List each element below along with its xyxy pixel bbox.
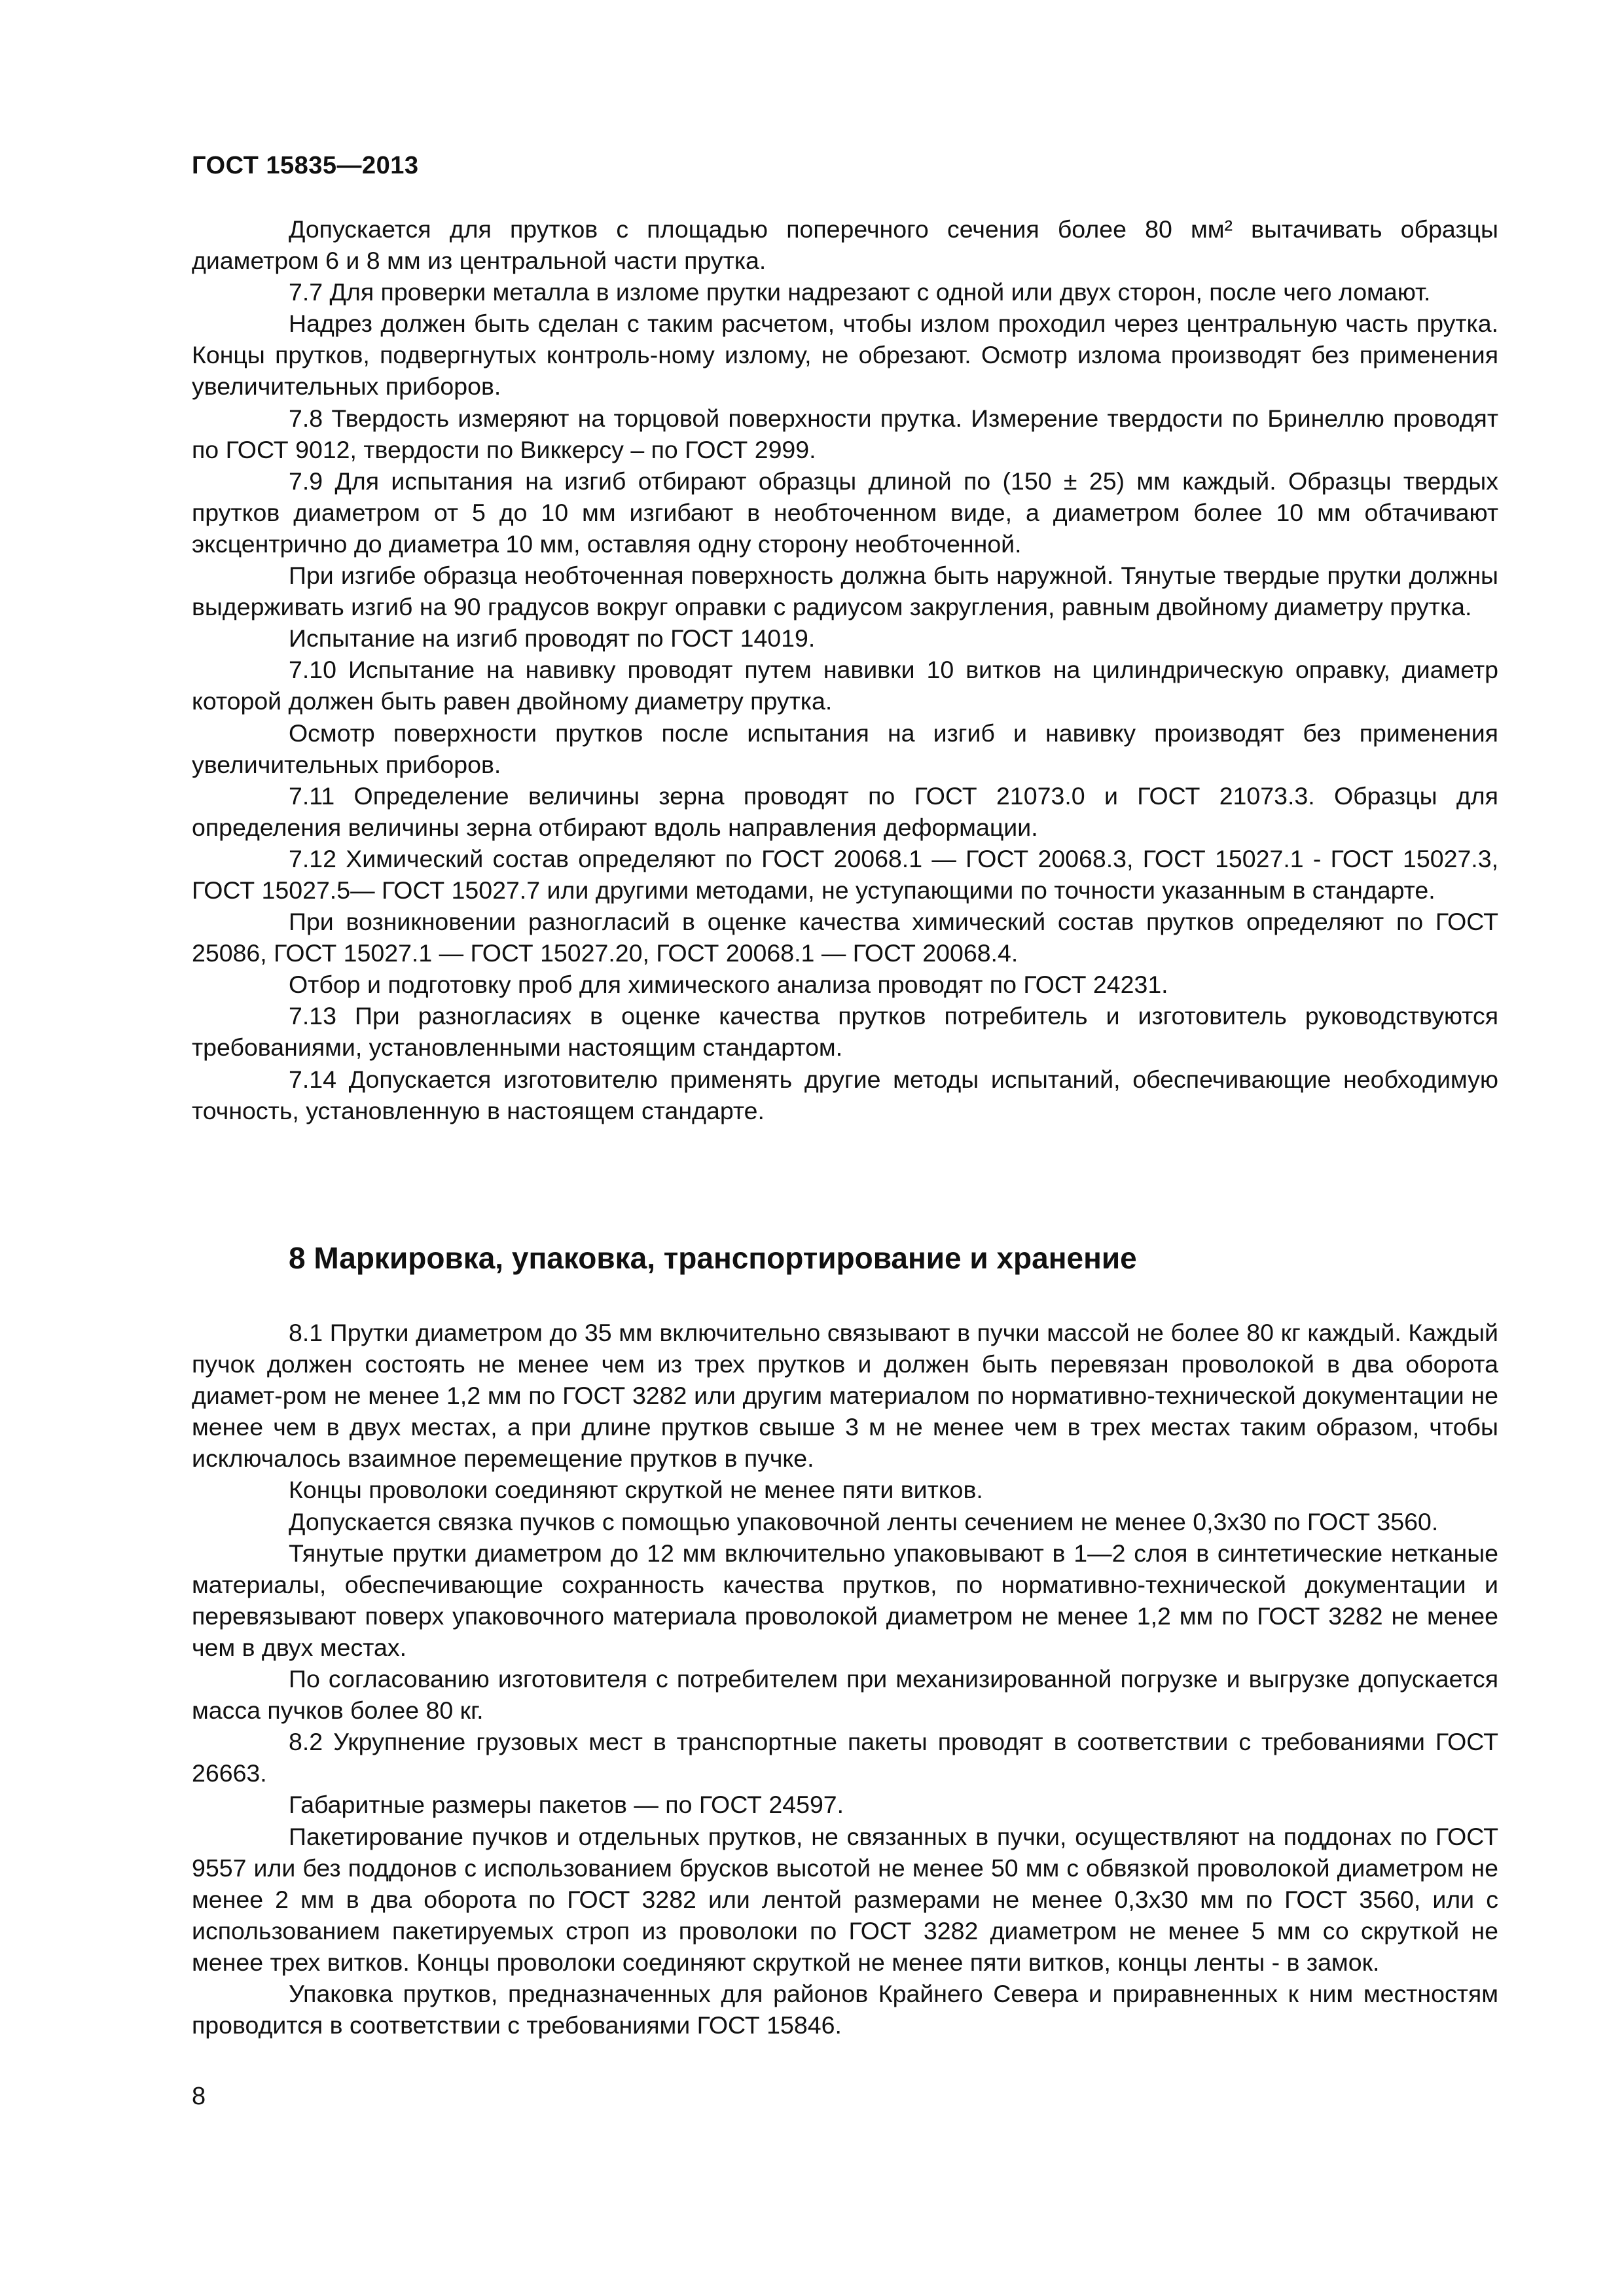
paragraph: Упаковка прутков, предназначенных для районов Крайнего Севера и приравненных к ним местностям проводится в соответствии с требованиями ГОСТ 15846. bbox=[192, 1979, 1498, 2039]
paragraph: Тянутые прутки диаметром до 12 мм включительно упаковывают в 1—2 слоя в синтетические нетканые материалы, обеспечивающие сохранность качества прутков, по нормативно-технической документации и перевязывают поверх упаковочного материала проволокой диаметром не менее 1,2 мм по ГОСТ 3282 не менее чем в двух местах. bbox=[192, 1539, 1498, 1661]
paragraph: 8.2 Укрупнение грузовых мест в транспортные пакеты проводят в соответствии с требованиями ГОСТ 26663. bbox=[192, 1728, 1498, 1787]
document-code: ГОСТ 15835—2013 bbox=[192, 152, 419, 179]
paragraph: Допускается для прутков с площадью поперечного сечения более 80 мм² вытачивать образцы диаметром 6 и 8 мм из центральной части прутка. bbox=[192, 215, 1498, 275]
paragraph: При возникновении разногласий в оценке качества химический состав прутков определяют по ГОСТ 25086, ГОСТ 15027.1 — ГОСТ 15027.20, ГОСТ 20068.1 — ГОСТ 20068.4. bbox=[192, 908, 1498, 967]
paragraph: 7.10 Испытание на навивку проводят путем навивки 10 витков на цилиндрическую оправку, диаметр которой должен быть равен двойному диаметру прутка. bbox=[192, 656, 1498, 715]
paragraph: 7.7 Для проверки металла в изломе прутки надрезают с одной или двух сторон, после чего ломают. bbox=[289, 278, 1431, 306]
paragraph: 7.11 Определение величины зерна проводят по ГОСТ 21073.0 и ГОСТ 21073.3. Образцы для определения величины зерна отбирают вдоль направления деформации. bbox=[192, 781, 1498, 841]
paragraph: Пакетирование пучков и отдельных прутков, не связанных в пучки, осуществляют на поддонах по ГОСТ 9557 или без поддонов с использованием брусков высотой не менее 50 мм с обвязкой проволокой диаметром не менее 2 мм в два оборота по ГОСТ 3282 или лентой размерами не менее 0,3х30 мм по ГОСТ 3560, или с использованием пакетируемых строп из проволоки по ГОСТ 3282 диаметром не менее 5 мм со скруткой не менее трех витков. Концы проволоки соединяют скруткой не менее пяти витков, концы ленты - в замок. bbox=[192, 1822, 1498, 1976]
paragraph: 8.1 Прутки диаметром до 35 мм включительно связывают в пучки массой не более 80 кг каждый. Каждый пучок должен состоять не менее чем из трех прутков и должен быть перевязан проволокой в два оборота диамет-ром не менее 1,2 мм по ГОСТ 3282 или другим материалом по нормативно-технической документации не менее чем в двух местах, а при длине прутков свыше 3 м не менее чем в трех местах таким образом, чтобы исключалось взаимное перемещение прутков в пучке. bbox=[192, 1319, 1498, 1473]
paragraph: Концы проволоки соединяют скруткой не менее пяти витков. bbox=[289, 1476, 983, 1504]
paragraph: Испытание на изгиб проводят по ГОСТ 14019. bbox=[289, 624, 816, 653]
paragraph: При изгибе образца необточенная поверхность должна быть наружной. Тянутые твердые прутки должны выдерживать изгиб на 90 градусов вокруг оправки с радиусом закругления, равным двойному диаметру прутка. bbox=[192, 562, 1498, 621]
section-7-text bbox=[192, 213, 1498, 1126]
paragraph: Надрез должен быть сделан с таким расчетом, чтобы излом проходил через центральную часть прутка. Концы прутков, подвергнутых контроль-ному излому, не обрезают. Осмотр излома производят без применения увеличительных приборов. bbox=[192, 310, 1498, 401]
paragraph: Допускается связка пучков с помощью упаковочной ленты сечением не менее 0,3х30 по ГОСТ 3560. bbox=[289, 1507, 1439, 1535]
paragraph: 7.14 Допускается изготовителю применять другие методы испытаний, обеспечивающие необходимую точность, установленную в настоящем стандарте. bbox=[192, 1065, 1498, 1124]
paragraph: 7.9 Для испытания на изгиб отбирают образцы длиной по (150 ± 25) мм каждый. Образцы твердых прутков диаметром от 5 до 10 мм изгибают в необточенном виде, а диаметром более 10 мм обтачивают эксцентрично до диаметра 10 мм, оставляя одну сторону необточенной. bbox=[192, 467, 1498, 558]
paragraph: Осмотр поверхности прутков после испытания на изгиб и навивку производят без применения увеличительных приборов. bbox=[192, 719, 1498, 778]
paragraph: Габаритные размеры пакетов — по ГОСТ 24597. bbox=[289, 1791, 844, 1819]
page-number: 8 bbox=[192, 2083, 206, 2110]
section-8-heading: 8 Маркировка, упаковка, транспортирование и хранение bbox=[289, 1241, 1137, 1275]
paragraph: По согласованию изготовителя с потребителем при механизированной погрузке и выгрузке допускается масса пучков более 80 кг. bbox=[192, 1665, 1498, 1725]
paragraph: 7.13 При разногласиях в оценке качества прутков потребитель и изготовитель руководствуются требованиями, установленными настоящим стандартом. bbox=[192, 1002, 1498, 1062]
paragraph: 7.12 Химический состав определяют по ГОСТ 20068.1 — ГОСТ 20068.3, ГОСТ 15027.1 - ГОСТ 15027.3, ГОСТ 15027.5— ГОСТ 15027.7 или другими методами, не уступающими по точности указанным в стандарте. bbox=[192, 844, 1498, 904]
paragraph: Отбор и подготовку проб для химического анализа проводят по ГОСТ 24231. bbox=[289, 971, 1168, 999]
section-8-text bbox=[192, 1317, 1498, 2041]
paragraph: 7.8 Твердость измеряют на торцовой поверхности прутка. Измерение твердости по Бринеллю проводят по ГОСТ 9012, твердости по Виккерсу – по ГОСТ 2999. bbox=[192, 404, 1498, 463]
